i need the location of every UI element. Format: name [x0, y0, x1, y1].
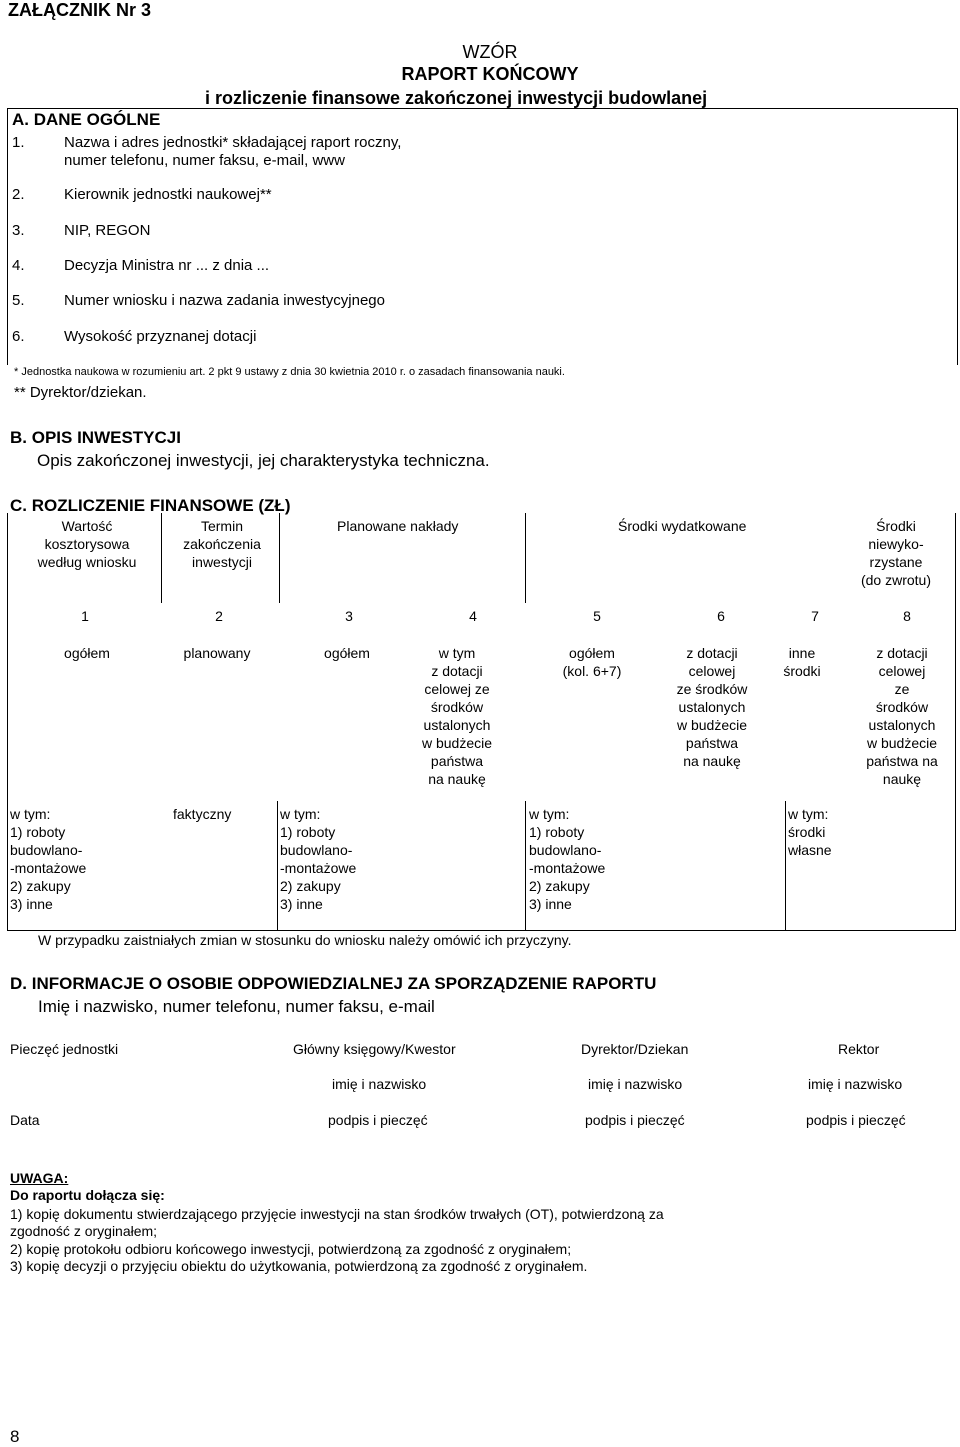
template-label: WZÓR — [462, 42, 518, 62]
name-label-rector: imię i nazwisko — [808, 1076, 903, 1092]
item-text: Wysokość przyznanej dotacji — [64, 328, 257, 345]
cell-planned-subsidy: w tym z dotacji celowej ze środków ustalonych w budżecie państwa na naukę — [421, 645, 493, 787]
attachment-label: ZAŁĄCZNIK Nr 3 — [8, 0, 151, 20]
section-a-item-6 — [12, 328, 256, 345]
sign-label-accountant: podpis i pieczęć — [328, 1112, 428, 1128]
attachment-item-1: 1) kopię dokumentu stwierdzającego przyjęcie inwestycji na stan środków trwałych (OT), potwierdzoną za — [10, 1206, 664, 1222]
section-b-description: Opis zakończonej inwestycji, jej charakterystyka techniczna. — [37, 451, 490, 470]
section-a-heading: A. DANE OGÓLNE — [12, 110, 161, 129]
table-border-left — [7, 513, 8, 931]
section-a-item-5 — [12, 292, 385, 309]
document-subtitle: i rozliczenie finansowe zakończonej inwestycji budowlanej — [205, 88, 708, 108]
footnote-director: ** Dyrektor/dziekan. — [14, 384, 147, 401]
cell-breakdown-value: w tym: 1) roboty budowlano- -montażowe 2) zakupy 3) inne — [10, 806, 87, 912]
table-border-right — [955, 513, 956, 931]
sign-label-rector: podpis i pieczęć — [806, 1112, 906, 1128]
section-b-heading — [10, 428, 181, 448]
col-number: 5 — [593, 608, 601, 624]
cell-other-funds: inne środki — [783, 645, 821, 679]
item-number: 5. — [12, 292, 25, 309]
name-label-accountant: imię i nazwisko — [332, 1076, 427, 1092]
cell-breakdown-spent: w tym: 1) roboty budowlano- -montażowe 2) zakupy 3) inne — [529, 806, 606, 912]
role-accountant: Główny księgowy/Kwestor — [293, 1041, 456, 1057]
col-number: 8 — [903, 608, 911, 624]
item-text: Kierownik jednostki naukowej** — [64, 186, 272, 203]
table-border-bottom — [7, 930, 956, 931]
section-b-heading-text: B. OPIS INWESTYCJI — [10, 428, 181, 447]
cell-planned-total: ogółem — [324, 645, 370, 661]
item-number: 4. — [12, 257, 25, 274]
sign-label-director: podpis i pieczęć — [585, 1112, 685, 1128]
attachment-item-3: 3) kopię decyzji o przyjęciu obiektu do użytkowania, potwierdzoną za zgodność z oryginałem. — [10, 1258, 588, 1274]
remarks-heading: UWAGA: — [10, 1170, 69, 1186]
cell-total: ogółem — [64, 645, 110, 661]
col-header-completion-date: Termin zakończenia inwestycji — [183, 518, 261, 570]
cell-own-funds: w tym: środki własne — [788, 806, 832, 858]
date-label: Data — [10, 1112, 40, 1128]
col-header-estimated-value: Wartość kosztorysowa według wniosku — [37, 518, 137, 570]
financial-table — [7, 513, 956, 931]
page-number: 8 — [10, 1427, 20, 1446]
table-divider — [161, 513, 162, 603]
section-a-item-1-line2: numer telefonu, numer faksu, e-mail, www — [64, 152, 345, 169]
unit-stamp-label: Pieczęć jednostki — [10, 1041, 119, 1057]
changes-note: W przypadku zaistniałych zmian w stosunku do wniosku należy omówić ich przyczyny. — [38, 932, 572, 948]
cell-actual-date: faktyczny — [173, 806, 232, 822]
col-number: 7 — [811, 608, 819, 624]
role-rector: Rektor — [838, 1041, 880, 1057]
attachment-item-1-cont: zgodność z oryginałem; — [10, 1223, 158, 1239]
document-title: RAPORT KOŃCOWY — [401, 64, 579, 84]
item-text: Decyzja Ministra nr ... z dnia ... — [64, 257, 270, 274]
item-number: 6. — [12, 328, 25, 345]
item-text: Nazwa i adres jednostki* składającej raport roczny, — [64, 134, 402, 151]
cell-spent-subsidy: z dotacji celowej ze środków ustalonych w budżecie państwa na naukę — [676, 645, 748, 769]
col-number: 4 — [469, 608, 477, 624]
section-a-item-2 — [12, 186, 272, 203]
table-divider — [785, 801, 786, 931]
section-a-item-4 — [12, 257, 269, 274]
cell-unused-subsidy: z dotacji celowej ze środków ustalonych w budżecie państwa na naukę — [866, 645, 938, 787]
footnote-unit: * Jednostka naukowa w rozumieniu art. 2 pkt 9 ustawy z dnia 30 kwietnia 2010 r. o zasadach finansowania nauki. — [14, 366, 565, 378]
col-number: 1 — [81, 608, 89, 624]
col-header-unused: Środki niewyko- rzystane (do zwrotu) — [860, 518, 932, 588]
col-number: 3 — [345, 608, 353, 624]
table-divider — [277, 801, 278, 931]
section-c-heading: C. ROZLICZENIE FINANSOWE (ZŁ) — [10, 496, 291, 515]
item-text: NIP, REGON — [64, 222, 151, 239]
table-divider — [525, 801, 526, 931]
role-director: Dyrektor/Dziekan — [581, 1041, 689, 1057]
attachments-heading: Do raportu dołącza się: — [10, 1187, 165, 1203]
item-number: 1. — [12, 134, 25, 151]
col-number: 2 — [215, 608, 223, 624]
col-number: 6 — [717, 608, 725, 624]
table-divider — [525, 513, 526, 603]
section-d-description: Imię i nazwisko, numer telefonu, numer faksu, e-mail — [38, 997, 435, 1016]
section-d-heading: D. INFORMACJE O OSOBIE ODPOWIEDZIALNEJ ZA SPORZĄDZENIE RAPORTU — [10, 974, 657, 993]
col-header-planned: Planowane nakłady — [337, 518, 459, 534]
item-number: 2. — [12, 186, 25, 203]
item-text: Numer wniosku i nazwa zadania inwestycyjnego — [64, 292, 385, 309]
cell-spent-total: ogółem (kol. 6+7) — [562, 645, 622, 679]
table-divider — [279, 513, 280, 603]
item-number: 3. — [12, 222, 25, 239]
cell-planned-date: planowany — [183, 645, 251, 661]
col-header-spent: Środki wydatkowane — [618, 518, 747, 534]
cell-breakdown-planned: w tym: 1) roboty budowlano- -montażowe 2) zakupy 3) inne — [280, 806, 357, 912]
attachment-item-2: 2) kopię protokołu odbioru końcowego inwestycji, potwierdzoną za zgodność z oryginałem; — [10, 1241, 572, 1257]
name-label-director: imię i nazwisko — [588, 1076, 683, 1092]
section-a-item-3 — [12, 222, 150, 239]
section-a-item-1 — [12, 134, 401, 151]
